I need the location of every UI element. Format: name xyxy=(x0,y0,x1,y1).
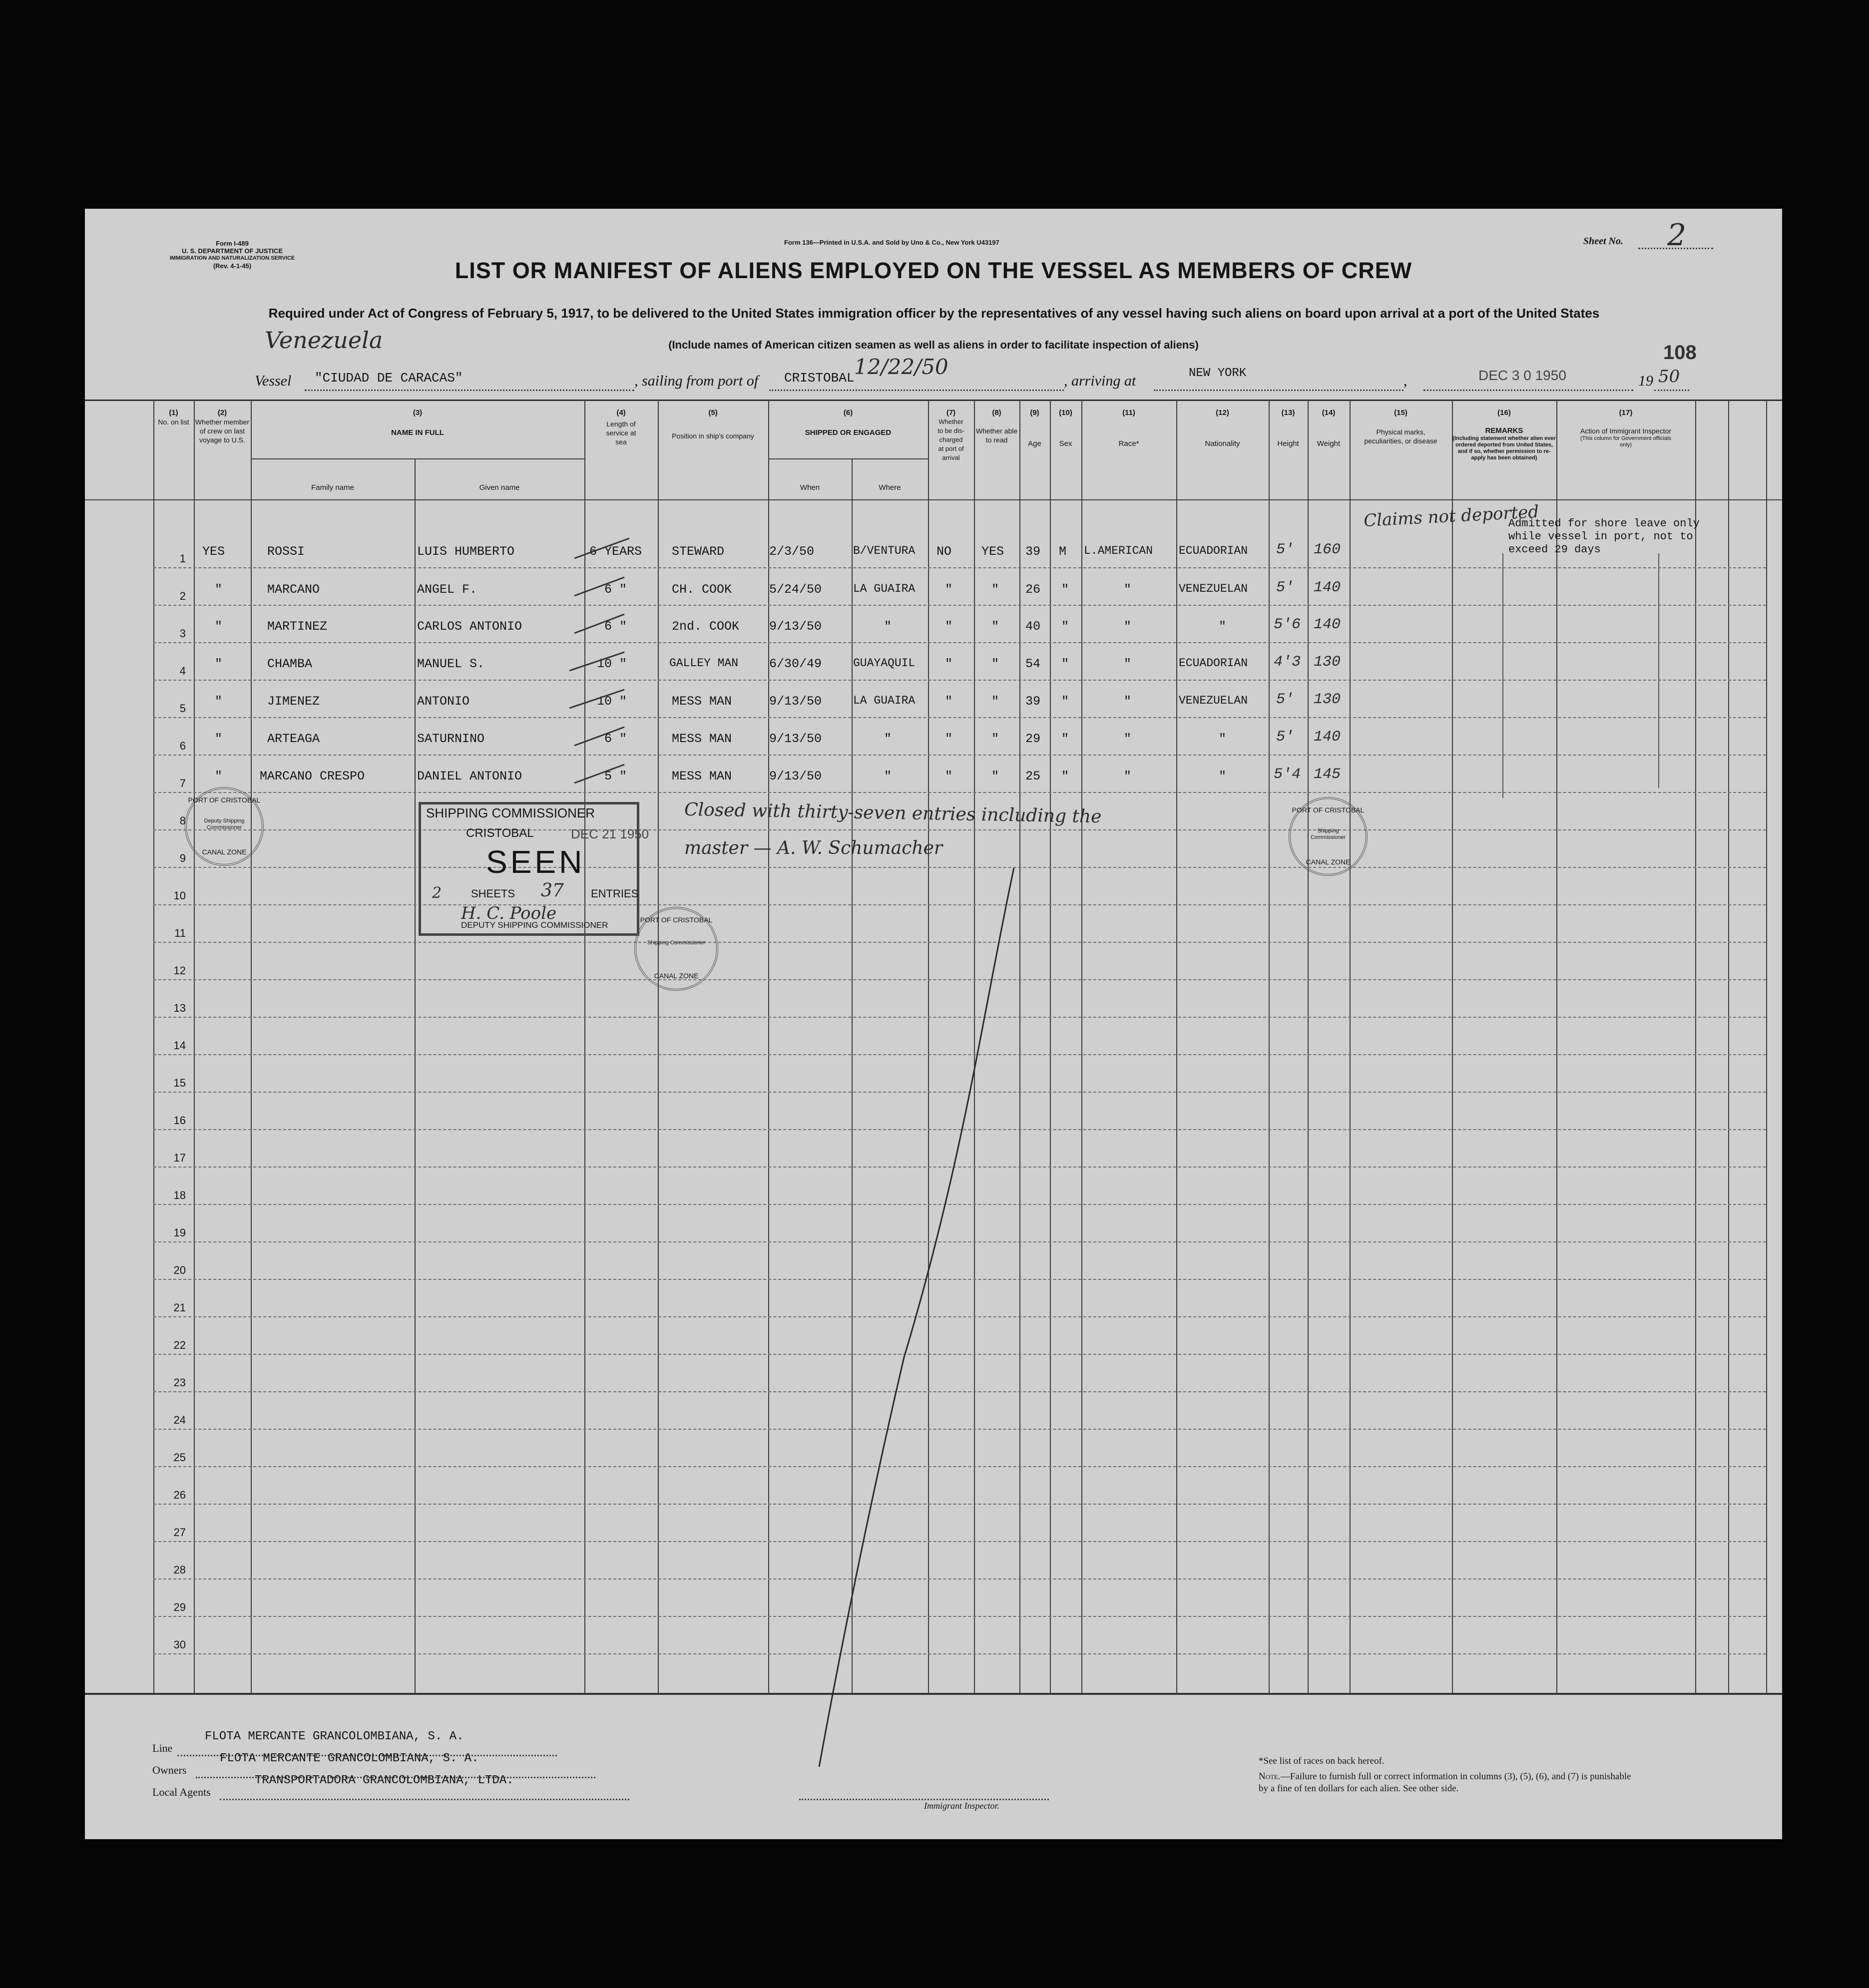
row-number: 2 xyxy=(179,590,186,602)
page-stamp-number: 108 xyxy=(1663,342,1697,364)
row-rule xyxy=(153,755,1766,756)
port-seal: PORT OF CRISTOBAL Shipping Commissioner CANAL ZONE xyxy=(1289,797,1368,876)
row-number: 23 xyxy=(173,1376,186,1389)
cell-when: 9/13/50 xyxy=(769,769,822,784)
cell-read: " xyxy=(991,619,999,634)
arrival-date-stamp: DEC 3 0 1950 xyxy=(1478,368,1566,383)
row-number: 22 xyxy=(173,1339,186,1351)
cell-nationality: VENEZUELAN xyxy=(1179,694,1248,707)
row-rule xyxy=(153,792,1766,793)
cell-weight: 130 xyxy=(1314,691,1341,708)
cell-sex: " xyxy=(1061,769,1069,784)
table-top-rule xyxy=(85,399,1782,401)
cell-sex: " xyxy=(1061,619,1069,634)
row-rule xyxy=(153,717,1766,718)
col-4-head: (4) Length of service at sea xyxy=(606,408,636,446)
col-divider xyxy=(194,399,195,1693)
row-number: 18 xyxy=(173,1189,186,1201)
row-rule xyxy=(153,829,1766,830)
stamp-port: CRISTOBAL xyxy=(466,826,534,840)
cell-race: " xyxy=(1124,769,1132,784)
row-rule xyxy=(153,642,1766,643)
port-from: CRISTOBAL xyxy=(784,371,855,386)
cell-height: 4'3 xyxy=(1274,654,1301,671)
row-number: 8 xyxy=(179,814,186,827)
col-2-head: (2) Whether member of crew on last voyage to U.S. xyxy=(195,408,250,444)
pen-stroke-icon xyxy=(814,858,1024,1772)
cell-discharge: " xyxy=(945,732,953,746)
col-6-head: (6) SHIPPED OR ENGAGED xyxy=(805,408,892,437)
row-number: 26 xyxy=(173,1489,186,1501)
cell-height: 5'6 xyxy=(1274,616,1301,633)
cell-where: LA GUAIRA xyxy=(853,582,916,595)
arriving-label: , arriving at xyxy=(1064,373,1136,389)
stamp-entries-count: 37 xyxy=(541,880,564,901)
cell-crew: " xyxy=(215,657,223,671)
cell-crew: " xyxy=(215,732,223,746)
col-12-head: (12) Nationality xyxy=(1205,408,1240,448)
sailing-label: , sailing from port of xyxy=(634,373,759,389)
col-divider xyxy=(1766,399,1767,1693)
cell-race: L.AMERICAN xyxy=(1084,544,1153,557)
col-14-head: (14) Weight xyxy=(1317,408,1341,448)
cell-height: 5' xyxy=(1276,541,1295,558)
vessel-name: "CIUDAD DE CARACAS" xyxy=(315,371,463,386)
cell-age: 25 xyxy=(1025,769,1041,784)
cell-sex: " xyxy=(1061,657,1069,671)
vessel-label: Vessel xyxy=(255,373,292,389)
cell-position: MESS MAN xyxy=(672,732,732,746)
cell-nationality: " xyxy=(1219,619,1227,634)
cell-when: 2/3/50 xyxy=(769,544,815,559)
footer-agents-label: Local Agents xyxy=(152,1786,211,1798)
col-divider xyxy=(1176,399,1177,1693)
port-to-line xyxy=(1154,390,1403,391)
inspector-signature-rule xyxy=(799,1799,1049,1800)
row-number: 12 xyxy=(173,964,186,977)
cell-discharge: " xyxy=(945,657,953,671)
sail-date-handwritten: 12/22/50 xyxy=(854,355,948,379)
cell-race: " xyxy=(1124,694,1132,709)
cell-family: MARCANO xyxy=(267,582,320,597)
cell-given: ANTONIO xyxy=(417,694,470,709)
cell-age: 26 xyxy=(1025,582,1041,597)
cell-service: 6 " xyxy=(604,619,627,634)
port-seal: PORT OF CRISTOBAL Shipping Commissioner CANAL ZONE xyxy=(634,907,718,991)
cell-race: " xyxy=(1124,657,1132,671)
cell-position: CH. COOK xyxy=(672,582,732,597)
cell-read: " xyxy=(991,694,999,709)
stamp-line1: SHIPPING COMMISSIONER xyxy=(426,805,595,820)
cell-position: MESS MAN xyxy=(672,769,732,784)
col-1-head: (1) No. on list xyxy=(158,408,189,426)
col-divider xyxy=(1050,399,1051,1693)
inspector-label: Immigrant Inspector. xyxy=(924,1801,999,1811)
cell-where: GUAYAQUIL xyxy=(853,657,916,670)
row-number: 20 xyxy=(173,1264,186,1276)
cell-nationality: VENEZUELAN xyxy=(1179,582,1248,595)
cell-read: " xyxy=(991,657,999,671)
service: IMMIGRATION AND NATURALIZATION SERVICE xyxy=(169,255,295,261)
col-divider xyxy=(1728,399,1729,1693)
given-name-head: Given name xyxy=(479,483,520,492)
cell-age: 29 xyxy=(1025,732,1041,746)
cell-family: JIMENEZ xyxy=(267,694,320,709)
cell-weight: 160 xyxy=(1314,541,1341,558)
stamp-seen: SEEN xyxy=(486,844,585,880)
cell-family: ROSSI xyxy=(267,544,305,559)
col-divider xyxy=(1452,399,1453,1693)
cell-sex: " xyxy=(1061,582,1069,597)
cell-service: 6 " xyxy=(604,732,627,746)
row-number: 3 xyxy=(179,627,186,640)
row-number: 4 xyxy=(179,665,186,677)
cell-discharge: " xyxy=(945,694,953,709)
manifest-sheet: Form I-489 U. S. DEPARTMENT OF JUSTICE IMMIGRATION AND NATURALIZATION SERVICE (Rev. 4-1-45) Form 136—Printed in U.S.A. and Sold by Uno & Co., New York U43197 Sheet No. 2 LIST OR MANIFEST OF ALIENS EMPLOYED ON THE VESSEL AS MEMBERS OF CREW Required under Act of Congress of February 5, 1917, to be delivered to the United States immigration officer by the representatives of any vessel having such aliens on board upon arrival at a port of the United States (Include names of American citizen seamen as well as aliens in order to facilitate inspection of aliens) Venezuela 108 Vessel "CIUDAD DE CARACAS" , sailing from port of CRISTOBAL 12/22/50 , arriving at NEW YORK , DEC 3 0 1950 19 50 (1) No. on list (2) Whether member of crew on last voyage to U.S. (3) NAME IN FULL Family name Given name (4) Length of service at sea (5) Position in ship's company (6) SHIPPED OR ENGAGED When Where (7) Whether to be dis-charged at port of arrival (8) Whether able to read (9) Age (10) Sex (11) Race* (12) Nationality (13) Height (14) Weight (15) Physical marks, peculiarities, or disease (16) REMARKS (Including statement whether alien ever ordered deported from United States, and if so, whether permission to re-apply has been obtained) (17) Action of Immigrant Inspector (This column for Government officials only) 1 YES ROSSI LUIS HUMBERTO 6 YEARS STEWARD 2/3/50 B/VENTURA NO YES 39 M L.AMERICAN ECUADORIAN 5' 160 2 " MARCANO ANGEL F. 6 " CH. COOK 5/24/50 LA GUAIRA " " 26 " " VENEZUELAN 5' 140 3 " MARTINEZ CARLOS ANTONIO 6 " 2nd. COOK 9/13/50 " " " 40 " " " 5'6 140 4 " CHAMBA MANUEL S. 10 " GALLEY MAN 6/30/49 GUAYAQUIL " " 54 " " ECUADORIAN 4'3 130 5 " JIMENEZ ANTONIO 10 " MESS MAN 9/13/50 LA GUAIRA " " 39 " " VENEZUELAN 5' 130 6 " ARTEAGA SATURNINO 6 " MESS MAN 9/13/50 " " " 29 " " " 5' 140 7 " MARCANO CRESPO DANIEL ANTONIO 5 " MESS MAN 9/13/50 " " " 25 " " " 5'4 145 8 9 10 11 12 13 14 15 16 17 18 19 20 21 22 23 24 25 26 27 28 29 30 Claims not deported Admitted for shore leave only while vessel in port, not to exceed 29 days Closed with thirty-seven entries including the master — A. W. Schumacher SHIPPING COMMISSIONER CRISTOBAL DEC 21 1950 SEEN 2 SHEETS 37 ENTRIES H. C. Poole DEPUTY SHIPPING COMMISSIONER PORT OF CRISTOBAL Deputy Shipping Commissioner CANAL ZONE PORT OF CRISTOBAL Shipping Commissioner CANAL ZONE PORT OF CRISTOBAL Shipping Commissioner CANAL ZONE Line FLOTA MERCANTE GRANCOLOMBIANA, S. A. Owners FLOTA MERCANTE GRANCOLOMBIANA, S. A. Local Agents TRANSPORTADORA GRANCOLOMBIANA, LTDA. Immigrant Inspector. *See list of races on back hereof. Note.—Failure to furnish full or correct information in columns (3), (5), (6), and (7) is punishable by a fine of ten dollars for each alien. See other side. xyxy=(85,209,1782,1839)
col-3-head: (3) NAME IN FULL xyxy=(391,408,444,437)
printer-note: Form 136—Printed in U.S.A. and Sold by Uno & Co., New York U43197 xyxy=(784,239,999,246)
cell-position: MESS MAN xyxy=(672,694,732,709)
remarks-ditto-line xyxy=(1502,553,1503,798)
family-name-head: Family name xyxy=(311,483,354,492)
cell-weight: 140 xyxy=(1314,579,1341,596)
col-divider xyxy=(251,399,252,1693)
sheet-label: Sheet No. xyxy=(1583,236,1623,247)
port-from-line xyxy=(769,390,1064,391)
arrival-date-line xyxy=(1423,390,1633,391)
cell-nationality: " xyxy=(1219,732,1227,746)
footer-owners-label: Owners xyxy=(152,1764,187,1776)
row-number: 27 xyxy=(173,1526,186,1539)
closing-note-line2: master — A. W. Schumacher xyxy=(684,838,943,858)
cell-service: 10 " xyxy=(597,694,627,709)
footer-line-value: FLOTA MERCANTE GRANCOLOMBIANA, S. A. xyxy=(205,1730,464,1743)
col-divider xyxy=(153,399,154,1693)
cell-given: SATURNINO xyxy=(417,732,485,746)
races-note: *See list of races on back hereof. xyxy=(1259,1756,1385,1766)
cell-where: " xyxy=(884,769,892,784)
col-divider xyxy=(1695,399,1696,1693)
cell-family: CHAMBA xyxy=(267,657,313,671)
cell-discharge: " xyxy=(945,582,953,597)
cell-position: STEWARD xyxy=(672,544,725,559)
row-rule xyxy=(153,605,1766,606)
header-bottom-rule xyxy=(85,499,1782,500)
row-number: 14 xyxy=(173,1039,186,1052)
col-divider xyxy=(1556,399,1557,1693)
stamp-sheets-count: 2 xyxy=(432,884,442,902)
cell-position: 2nd. COOK xyxy=(672,619,740,634)
cell-weight: 130 xyxy=(1314,654,1341,671)
col-divider xyxy=(1350,399,1351,1693)
col-8-head: (8) Whether able to read xyxy=(975,408,1018,444)
physical-marks-handwritten: Claims not deported xyxy=(1363,501,1540,531)
cell-crew: " xyxy=(215,694,223,709)
row-number: 13 xyxy=(173,1002,186,1014)
col-15-head: (15) Physical marks, peculiarities, or disease xyxy=(1364,408,1437,445)
year-line xyxy=(1654,390,1689,391)
col-9-head: (9) Age xyxy=(1028,408,1041,448)
cell-where: " xyxy=(884,619,892,634)
row-number: 6 xyxy=(179,740,186,752)
cell-service: 6 " xyxy=(604,582,627,597)
name-subrule xyxy=(251,458,584,459)
cell-where: B/VENTURA xyxy=(853,544,916,557)
row-number: 30 xyxy=(173,1638,186,1651)
page-title: LIST OR MANIFEST OF ALIENS EMPLOYED ON THE VESSEL AS MEMBERS OF CREW xyxy=(455,258,1412,283)
cell-weight: 145 xyxy=(1314,766,1341,783)
vessel-line xyxy=(305,390,634,391)
col-divider xyxy=(1269,399,1270,1693)
cell-height: 5' xyxy=(1276,579,1295,596)
tally-marks-icon xyxy=(564,518,664,798)
cell-family: ARTEAGA xyxy=(267,732,320,746)
cell-given: CARLOS ANTONIO xyxy=(417,619,522,634)
cell-sex: M xyxy=(1059,544,1067,559)
revision: (Rev. 4-1-45) xyxy=(213,262,252,270)
cell-discharge: NO xyxy=(936,544,952,559)
cell-race: " xyxy=(1124,582,1132,597)
cell-when: 9/13/50 xyxy=(769,732,822,746)
cell-read: YES xyxy=(981,544,1004,559)
cell-read: " xyxy=(991,732,999,746)
row-number: 21 xyxy=(173,1301,186,1314)
cell-position: GALLEY MAN xyxy=(669,657,739,670)
footer-owners-value: FLOTA MERCANTE GRANCOLOMBIANA, S. A. xyxy=(220,1752,479,1765)
cell-read: " xyxy=(991,582,999,597)
stamp-date: DEC 21 1950 xyxy=(571,826,649,841)
stamp-signature: H. C. Poole xyxy=(461,903,557,923)
port-to: NEW YORK xyxy=(1189,367,1247,380)
cell-where: " xyxy=(884,732,892,746)
row-number: 29 xyxy=(173,1601,186,1613)
row-rule xyxy=(153,567,1766,568)
row-number: 7 xyxy=(179,777,186,790)
year-suffix: 50 xyxy=(1658,367,1680,387)
cell-sex: " xyxy=(1061,732,1069,746)
sheet-no: 2 xyxy=(1667,218,1687,253)
cell-family: MARCANO CRESPO xyxy=(260,769,365,784)
shipped-subrule xyxy=(768,458,928,459)
cell-service: 10 " xyxy=(597,657,627,671)
cell-family: MARTINEZ xyxy=(267,619,328,634)
footer-agents-rule xyxy=(220,1799,629,1800)
cell-age: 39 xyxy=(1025,694,1041,709)
department: U. S. DEPARTMENT OF JUSTICE xyxy=(182,247,283,255)
col-7-head: (7) Whether to be dis-charged at port of arrival xyxy=(937,408,964,461)
inspector-ditto-line xyxy=(1658,553,1659,788)
cell-when: 9/13/50 xyxy=(769,619,822,634)
row-number: 10 xyxy=(173,889,186,902)
col-divider xyxy=(1308,399,1309,1693)
cell-nationality: ECUADORIAN xyxy=(1179,657,1248,670)
cell-service: 5 " xyxy=(604,769,627,784)
stamp-bottom: DEPUTY SHIPPING COMMISSIONER xyxy=(461,920,608,930)
row-number: 24 xyxy=(173,1414,186,1426)
stamp-entries-label: ENTRIES xyxy=(591,887,639,900)
cell-age: 39 xyxy=(1025,544,1041,559)
shipping-commissioner-stamp xyxy=(419,802,649,936)
cell-when: 6/30/49 xyxy=(769,657,822,671)
closing-note-line1: Closed with thirty-seven entries including the xyxy=(684,799,1102,827)
stamp-sheets-label: SHEETS xyxy=(471,887,515,900)
cell-crew: " xyxy=(215,619,223,634)
cell-given: MANUEL S. xyxy=(417,657,485,671)
footer-line-label: Line xyxy=(152,1742,173,1754)
row-number: 19 xyxy=(173,1226,186,1239)
year-prefix: 19 xyxy=(1638,373,1653,389)
row-number: 11 xyxy=(174,927,186,939)
row-number: 15 xyxy=(173,1077,186,1089)
footer-agents-value: TRANSPORTADORA GRANCOLOMBIANA, LTDA. xyxy=(255,1774,514,1787)
cell-given: DANIEL ANTONIO xyxy=(417,769,522,784)
cell-when: 9/13/50 xyxy=(769,694,822,709)
col-11-head: (11) Race* xyxy=(1118,408,1139,448)
cell-given: LUIS HUMBERTO xyxy=(417,544,515,559)
subtitle: Required under Act of Congress of February 5, 1917, to be delivered to the United States immigration officer by the representatives of any vessel having such aliens on board upon arrival at a port of the United States xyxy=(268,306,1600,321)
cell-nationality: " xyxy=(1219,769,1227,784)
row-number: 1 xyxy=(179,552,186,565)
cell-sex: " xyxy=(1061,694,1069,709)
form-number: Form I-489 xyxy=(216,240,249,247)
row-number: 16 xyxy=(173,1114,186,1127)
col-10-head: (10) Sex xyxy=(1059,408,1072,448)
col-divider xyxy=(415,458,416,1693)
col-16-head: (16) REMARKS (Including statement whether alien ever ordered deported from United States, and if so, whether permission to re-apply has been obtained) xyxy=(1452,408,1556,461)
cell-discharge: " xyxy=(945,769,953,784)
cell-age: 40 xyxy=(1025,619,1041,634)
col-divider xyxy=(1081,399,1082,1693)
remarks-typed: Admitted for shore leave only while vessel in port, not to exceed 29 days xyxy=(1508,517,1700,556)
row-number: 28 xyxy=(173,1564,186,1576)
cell-height: 5'4 xyxy=(1274,766,1301,783)
cell-height: 5' xyxy=(1276,691,1295,708)
cell-when: 5/24/50 xyxy=(769,582,822,597)
cell-nationality: ECUADORIAN xyxy=(1179,544,1248,557)
cell-discharge: " xyxy=(945,619,953,634)
cell-age: 54 xyxy=(1025,657,1041,671)
cell-race: " xyxy=(1124,619,1132,634)
when-head: When xyxy=(800,483,820,492)
subnote: (Include names of American citizen seamen as well as aliens in order to facilitate inspection of aliens) xyxy=(668,339,1199,351)
cell-read: " xyxy=(991,769,999,784)
row-number: 17 xyxy=(173,1152,186,1164)
col-13-head: (13) Height xyxy=(1277,408,1299,448)
row-number: 9 xyxy=(179,852,186,864)
cell-race: " xyxy=(1124,732,1132,746)
cell-crew: " xyxy=(215,582,223,597)
port-seal: PORT OF CRISTOBAL Deputy Shipping Commissioner CANAL ZONE xyxy=(185,787,264,866)
row-number: 5 xyxy=(179,702,186,715)
country-handwritten: Venezuela xyxy=(265,327,383,354)
cell-crew: " xyxy=(215,769,223,784)
cell-height: 5' xyxy=(1276,729,1295,746)
footer-note: Note.—Failure to furnish full or correct information in columns (3), (5), (6), and (7) is punishable by a fine of ten dollars for each alien. See other side. xyxy=(1259,1771,1631,1794)
cell-weight: 140 xyxy=(1314,616,1341,633)
cell-where: LA GUAIRA xyxy=(853,694,916,707)
row-number: 25 xyxy=(173,1451,186,1464)
row-rule xyxy=(153,680,1766,681)
cell-crew: YES xyxy=(202,544,225,559)
cell-given: ANGEL F. xyxy=(417,582,477,597)
where-head: Where xyxy=(879,483,901,492)
cell-service: 6 YEARS xyxy=(589,544,642,559)
col-17-head: (17) Action of Immigrant Inspector (This column for Government officials only) xyxy=(1580,408,1672,448)
cell-weight: 140 xyxy=(1314,729,1341,746)
col-5-head: (5) Position in ship's company xyxy=(672,408,754,440)
